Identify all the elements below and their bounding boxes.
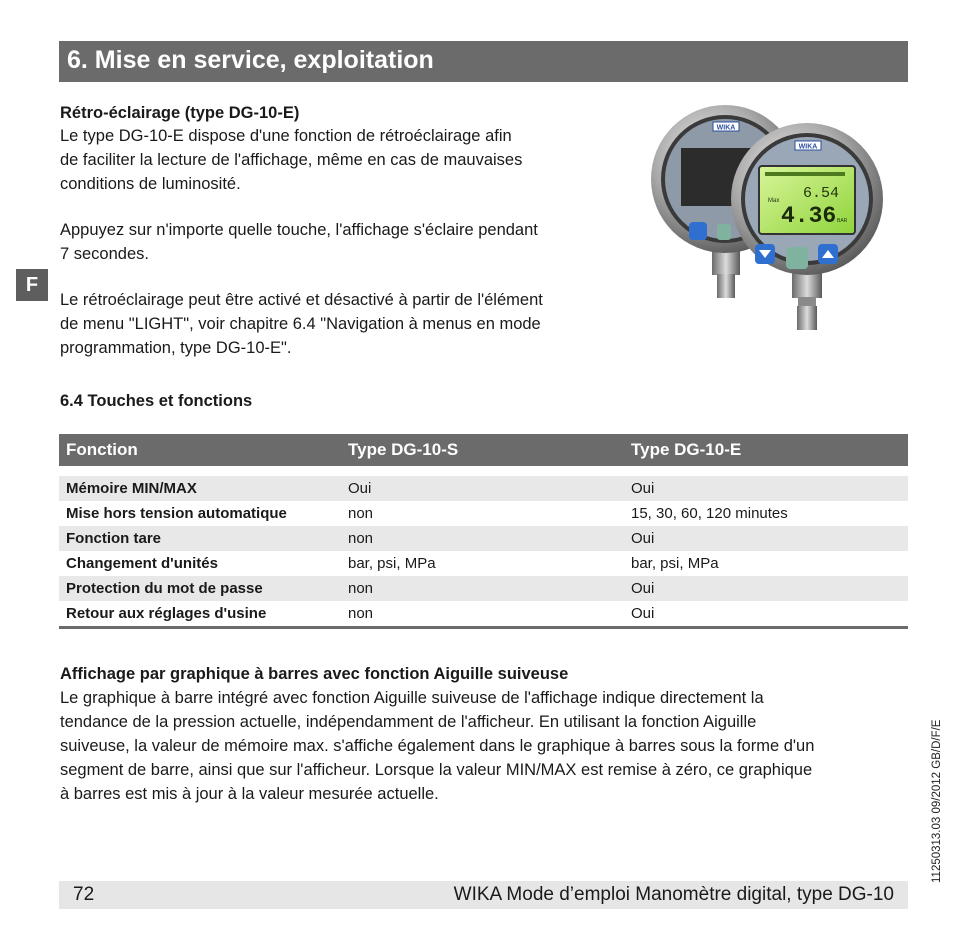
section-header-bar: [59, 41, 908, 82]
front-gauge-display-main: 4.36: [781, 203, 837, 229]
table-header-dg10s: Type DG-10-S: [341, 434, 624, 466]
section-title: 6. Mise en service, exploitation: [67, 46, 434, 74]
touches-fonctions-heading: 6.4 Touches et fonctions: [60, 392, 253, 410]
table-row: Protection du mot de passe non Oui: [59, 576, 908, 601]
footer-title: WIKA Mode d’emploi Manomètre digital, type DG-10: [453, 884, 894, 905]
backlight-paragraph-1: Le type DG-10-E dispose d'une fonction de rétroéclairage afin de faciliter la lecture de l'affichage, même en cas de mauvaises conditions de luminosité.: [60, 127, 523, 193]
table-row: Mémoire MIN/MAX Oui Oui: [59, 476, 908, 501]
digital-gauge-photo: [645, 104, 885, 336]
front-gauge-unit: BAR: [837, 218, 848, 224]
language-tab: F: [16, 269, 48, 301]
front-gauge-mode: Max: [768, 198, 780, 204]
table-row: Fonction tare non Oui: [59, 526, 908, 551]
bargraph-heading: Affichage par graphique à barres avec fonction Aiguille suiveuse: [60, 665, 569, 683]
front-gauge-display-top: 6.54: [803, 185, 840, 202]
functions-table: [59, 434, 908, 629]
document-code: 11250313.03 09/2012 GB/D/F/E: [931, 719, 943, 883]
back-gauge-brand: WIKA: [716, 124, 736, 132]
footer-bar: [59, 881, 908, 909]
backlight-paragraph-3: Le rétroéclairage peut être activé et désactivé à partir de l'élément de menu "LIGHT", voir chapitre 6.4 "Navigation à menus en mode programmation, type DG-10-E".: [60, 291, 543, 357]
table-row: Retour aux réglages d'usine non Oui: [59, 601, 908, 628]
backlight-paragraph-2: Appuyez sur n'importe quelle touche, l'affichage s'éclaire pendant 7 secondes.: [60, 221, 538, 263]
backlight-heading: Rétro-éclairage (type DG-10-E): [60, 104, 300, 122]
table-row: Changement d'unités bar, psi, MPa bar, psi, MPa: [59, 551, 908, 576]
bargraph-paragraph: Le graphique à barre intégré avec fonction Aiguille suiveuse de l'affichage indique directement la tendance de la pression actuelle, indépendamment de l'afficheur. En utilisant la fonction Aiguille suiveuse, la valeur de mémoire max. s'affiche également dans le graphique à barres sous la forme d'un segment de barre, ainsi que sur l'afficheur. Lorsque la valeur MIN/MAX est remise à zéro, ce graphique à barres est mis à jour à la valeur mesurée actuelle.: [60, 689, 815, 803]
table-header-dg10e: Type DG-10-E: [624, 434, 908, 466]
table-row: Mise hors tension automatique non 15, 30, 60, 120 minutes: [59, 501, 908, 526]
table-header-fonction: Fonction: [59, 434, 341, 466]
front-gauge-brand: WIKA: [798, 143, 818, 151]
page-number: 72: [73, 884, 95, 905]
